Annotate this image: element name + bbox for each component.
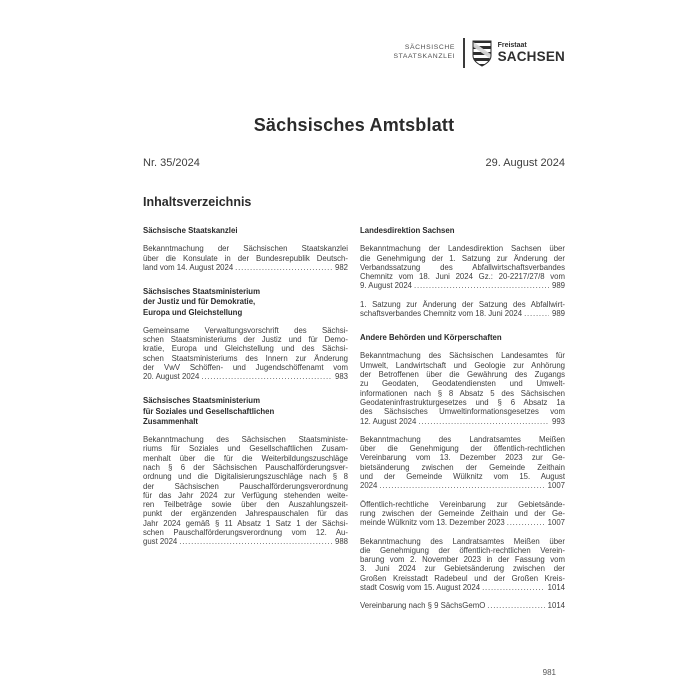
toc-entry-line: der Sächsischen Pauschalförderungsverordnung — [143, 481, 348, 491]
toc-entry-page-number: 983 — [334, 372, 348, 382]
toc-entry[interactable] — [360, 351, 565, 425]
dot-leader — [233, 263, 332, 272]
toc-entry-line: zu Geodaten, Geodatendiensten und Umwelt- — [360, 379, 565, 389]
toc-entry-line: rung zwischen der Gemeinde Zeithain und der Ge- — [360, 508, 565, 518]
toc-entry-line: Chemnitz vom 18. Juni 2024 Gz.: 20-2217/27/8 vom — [360, 272, 565, 282]
dot-leader — [480, 583, 545, 592]
toc-column — [360, 226, 565, 620]
toc-entry-line: Verbandssatzung des Abfallwirtschaftsverbandes — [360, 262, 565, 272]
toc-entry-line: schen Staatsministeriums des Innern zur Änderung — [143, 353, 348, 363]
toc-entry-line: Bekanntmachung der Sächsischen Staatskanzlei — [143, 244, 348, 254]
toc-entry-page-number: 988 — [334, 537, 348, 547]
toc-section-heading-line: Zusammenhalt — [143, 416, 199, 426]
logo-agency-line1: SÄCHSISCHE — [404, 44, 456, 52]
toc-entry-line: 9. August 2024 — [360, 281, 413, 291]
toc-entry-line: schen Pauschalförderungsverordnung vom 12. Au- — [143, 528, 348, 538]
toc-entry[interactable] — [360, 300, 565, 319]
logo-agency-text — [394, 44, 456, 61]
toc-entry-line: für das Jahr 2024 zur Verfügung stehenden weite- — [143, 490, 348, 500]
toc-entry-page-number: 993 — [551, 416, 565, 426]
toc-entry-line: über die Konsulate in der Bundesrepublik Deutsch- — [143, 253, 348, 263]
toc-entry-line: 20. August 2024 — [143, 372, 200, 382]
toc-entry-line: meinde Wülknitz vom 13. Dezember 2023 — [360, 518, 505, 528]
toc-entry-line: kratie, Europa und Gleichstellung und des Sächsi- — [143, 344, 348, 354]
dot-leader — [377, 481, 544, 490]
toc-entry-line: und der Gemeinde Wülknitz vom 15. August — [360, 472, 565, 482]
toc-section-heading-line: Andere Behörden und Körperschaften — [360, 333, 502, 343]
toc-entry[interactable] — [143, 244, 348, 272]
toc-entry[interactable] — [143, 326, 348, 382]
toc-entry[interactable] — [360, 500, 565, 528]
page-title: Sächsisches Amtsblatt — [253, 115, 455, 135]
toc-entry-last-line — [360, 583, 565, 592]
toc-entry[interactable] — [360, 244, 565, 290]
toc-entry-line: 12. August 2024 — [360, 416, 417, 426]
toc-entry-last-line — [143, 372, 348, 381]
dot-leader — [505, 518, 545, 527]
toc-entry-line: schaftsverbandes Chemnitz vom 18. Juni 2024 — [360, 308, 523, 318]
toc-entry-line: der VwV Schöffen- und Jugendschöffenamt vom — [143, 362, 348, 372]
toc-entry-page-number: 989 — [551, 308, 565, 318]
toc-entry-page-number: 1014 — [547, 583, 565, 593]
toc-section-heading-line: Sächsisches Staatsministerium — [143, 396, 261, 406]
toc-entry-page-number: 1007 — [547, 518, 565, 528]
toc-entry-last-line — [360, 417, 565, 426]
toc-entry-line: menhalt über die für die Weiterbildungszuschläge — [143, 453, 348, 463]
footer-page-number: 981 — [542, 668, 556, 677]
toc-entry-line: der Betroffenen über die Gewährung des Zugangs — [360, 370, 565, 380]
logo-agency-line2: STAATSKANZLEI — [393, 53, 456, 60]
toc-entry-line: barung vom 2. November 2023 in der Fassung vom — [360, 555, 565, 565]
toc-section-heading-line: der Justiz und für Demokratie, — [143, 297, 256, 307]
toc-entry-line: schen Staatsministeriums der Justiz und für Demo- — [143, 335, 348, 344]
toc-entry-line: stadt Coswig vom 15. August 2024 — [360, 583, 481, 593]
issue-date: 29. August 2024 — [485, 157, 565, 169]
toc-entry-line: land vom 14. August 2024 — [143, 262, 234, 272]
dot-leader — [177, 537, 332, 546]
issue-number: Nr. 35/2024 — [143, 157, 200, 169]
toc-section-heading — [143, 226, 348, 236]
toc-entry-line: ordnung und die Digitalisierungszuschläge nach § 8 — [143, 472, 348, 482]
dot-leader — [416, 417, 549, 426]
toc-entry-last-line — [360, 309, 565, 318]
toc-entry-last-line — [360, 601, 565, 610]
toc-section-heading-line: Sächsisches Staatsministerium — [143, 287, 261, 297]
toc-entry-line: informationen nach § 8 Absatz 5 des Sächsischen — [360, 388, 565, 398]
toc-section-heading — [143, 287, 348, 318]
toc-entry-line: 2024 — [360, 481, 378, 491]
toc-entry-line: gust 2024 — [143, 537, 178, 547]
toc-columns — [143, 226, 565, 620]
toc-entry-line: Bekanntmachung des Sächsischen Staatsministe- — [143, 435, 348, 445]
toc-section-heading-line: Landesdirektion Sachsen — [360, 226, 455, 235]
toc-entry-line: 3. Juni 2024 zur Gebietsänderung zwischen der — [360, 564, 565, 574]
toc-entry-last-line — [360, 518, 565, 527]
toc-entry-line: 1. Satzung zur Änderung der Satzung des Abfallwirt- — [360, 299, 565, 309]
saxony-coat-of-arms-icon — [472, 40, 492, 67]
toc-entry[interactable] — [360, 601, 565, 610]
toc-entry-line: riums für Soziales und Gesellschaftlichen Zusam- — [143, 444, 348, 454]
toc-entry-page-number: 982 — [334, 262, 348, 272]
toc-section-heading — [360, 226, 565, 236]
toc-section-heading-line: Europa und Gleichstellung — [143, 307, 243, 317]
logo-divider — [463, 38, 465, 68]
toc-section-heading — [143, 396, 348, 427]
toc-entry-line: Gemeinsame Verwaltungsvorschrift des Sächsi- — [143, 325, 348, 335]
toc-entry-line: des Sächsisches Umweltinformationsgesetzes vom — [360, 407, 565, 417]
toc-section-heading-line: für Soziales und Gesellschaftlichen — [143, 406, 275, 416]
toc-entry-line: über die Genehmigung der öffentlich-rechtlichen — [360, 444, 565, 454]
toc-entry-line: die Genehmigung der öffentlich-rechtlichen Verein- — [360, 545, 565, 555]
logo-state-prefix: Freistaat — [497, 42, 527, 49]
toc-entry-page-number: 1014 — [547, 601, 565, 611]
toc-entry-line: Vereinbarung nach § 9 SächsGemO — [360, 601, 486, 611]
toc-entry-line: Bekanntmachung des Sächsischen Landesamtes für — [360, 351, 565, 361]
toc-entry-line: nach § 6 der Sächsischen Pauschalförderungsver- — [143, 462, 348, 472]
toc-entry-line: Bekanntmachung des Landratsamtes Meißen über — [360, 536, 565, 546]
toc-entry-line: Öffentlich-rechtliche Vereinbarung zur Gebietsände- — [360, 499, 565, 509]
toc-entry-line: punkt der ergänzenden Jahrespauschalen für das — [143, 509, 348, 519]
issue-row — [143, 157, 565, 170]
toc-entry-line: ren Teilbeträge sowie über den Auszahlungszeit- — [143, 500, 348, 510]
toc-entry-line: bietsänderung zwischen der Gemeinde Zeithain — [360, 462, 565, 472]
toc-entry-line: Geodateninfrastrukturgesetzes und § 6 Absatz 1a — [360, 397, 565, 407]
toc-section-heading-line: Sächsische Staatskanzlei — [143, 226, 238, 235]
toc-entry-line: Vereinbarung vom 13. Dezember 2023 zur Ge- — [360, 453, 565, 463]
toc-entry-last-line — [143, 263, 348, 272]
dot-leader — [412, 281, 549, 290]
toc-entry-last-line — [360, 281, 565, 290]
logo-state-text — [498, 42, 565, 64]
toc-entry-line: Jahr 2024 gemäß § 11 Absatz 1 Satz 1 der Sächsi- — [143, 518, 348, 528]
toc-entry[interactable] — [360, 537, 565, 593]
toc-entry[interactable] — [143, 435, 348, 547]
dot-leader — [522, 309, 549, 318]
toc-entry-page-number: 1007 — [547, 481, 565, 491]
logo-state-name: SACHSEN — [497, 49, 565, 64]
dot-leader — [485, 601, 544, 610]
staatskanzlei-logo — [143, 36, 565, 70]
page-content — [143, 0, 565, 620]
toc-entry-line: die Genehmigung der 1. Satzung zur Änderung der — [360, 253, 565, 263]
toc-entry-line: Großen Kreisstadt Radebeul und der Großen Kreis- — [360, 573, 565, 583]
toc-entry-line: Umwelt, Landwirtschaft und Geologie zur Anhörung — [360, 360, 565, 370]
dot-leader — [199, 372, 332, 381]
toc-entry-last-line — [360, 481, 565, 490]
toc-column — [143, 226, 348, 620]
toc-entry-line: Bekanntmachung des Landratsamtes Meißen — [360, 434, 565, 444]
toc-entry-last-line — [143, 537, 348, 546]
toc-heading: Inhaltsverzeichnis — [143, 195, 252, 209]
toc-entry[interactable] — [360, 435, 565, 491]
toc-entry-line: Bekanntmachung der Landesdirektion Sachsen über — [360, 244, 565, 254]
toc-section-heading — [360, 333, 565, 343]
toc-entry-page-number: 989 — [551, 281, 565, 291]
